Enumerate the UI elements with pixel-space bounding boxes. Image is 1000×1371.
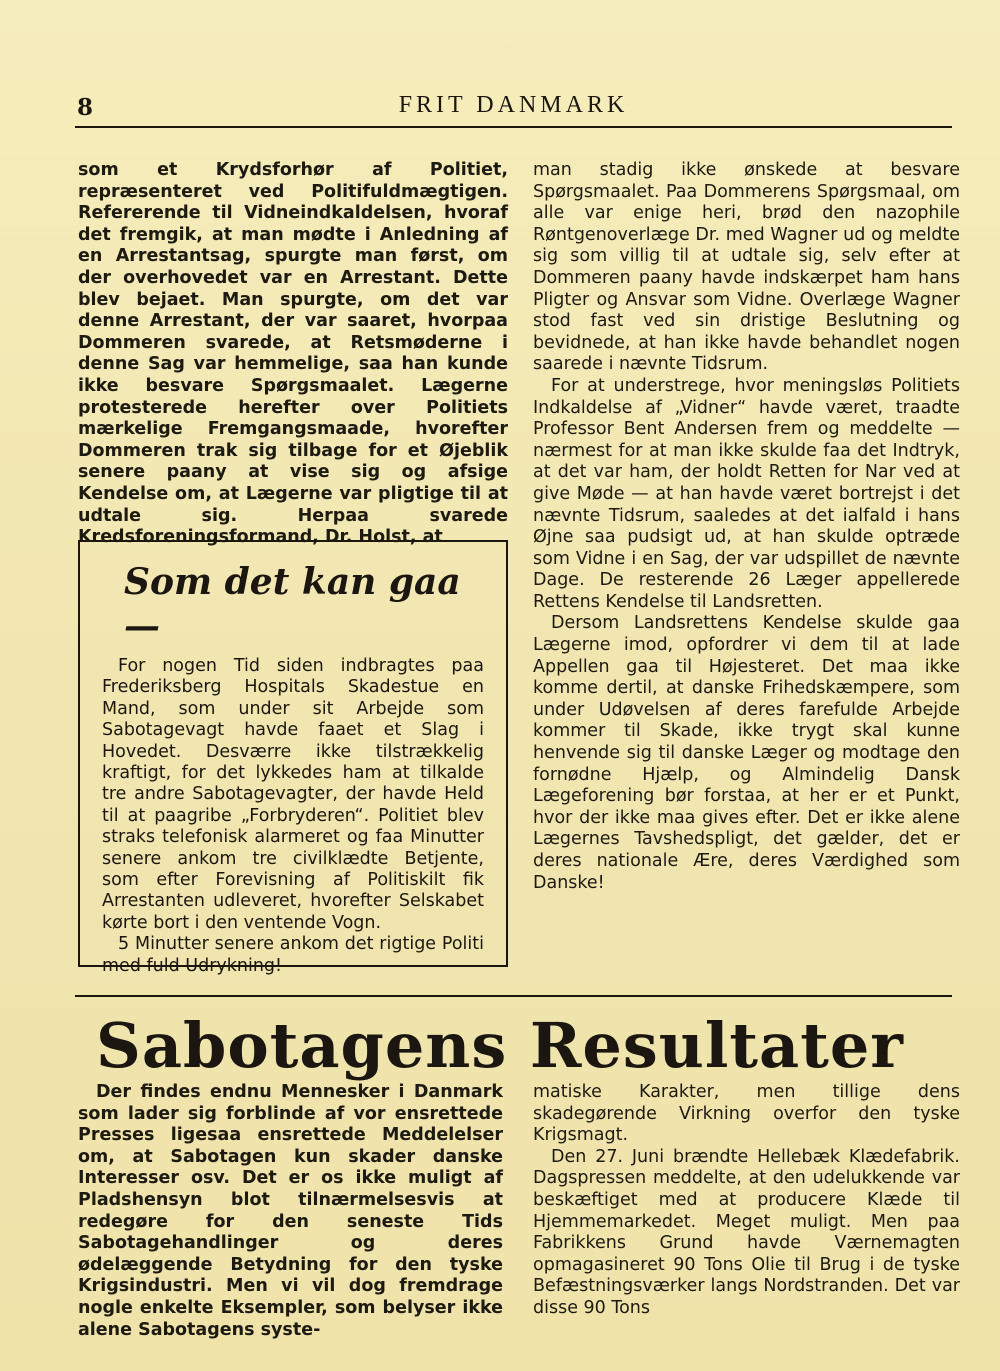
article-paragraph: som et Krydsforhør af Politiet, repræsenteret ved Politifuldmægtigen. Refererende til Vidneindkaldelsen, hvoraf det fremgik, at man mødte i Anledning af en Arrestantsag, spurgte man først, om der overhovedet var en Arrestant. Dette blev bejaet. Man spurgte, om det var denne Arrestant, der var saaret, hvorpaa Dommeren svarede, at Retsmøderne i denne Sag var hemmelige, saa han kunde ikke besvare Spørgsmaalet. Lægerne protesterede herefter over Politiets mærkelige Fremgangsmaade, hvorefter Dommeren trak sig tilbage for et Øjeblik senere paany at vise sig og afsige Kendelse om, at Lægerne var pligtige til at udtale sig. Herpaa svarede Kredsforeningsformand, Dr. Holst, at bbox=[78, 160, 508, 548]
boxed-story-title: Som det kan gaa — bbox=[124, 561, 461, 647]
boxed-story-paragraph: 5 Minutter senere ankom det rigtige Politi med fuld Udrykning! bbox=[102, 934, 484, 976]
article-paragraph: matiske Karakter, men tillige dens skadegørende Virkning overfor den tyske Krigsmagt. bbox=[533, 1082, 960, 1146]
boxed-story bbox=[78, 540, 508, 976]
boxed-story-paragraph: For nogen Tid siden indbragtes paa Frederiksberg Hospitals Skadestue en Mand, som under sit Arbejde som Sabotagevagt havde faaet et Slag i Hovedet. Desværre ikke tilstrækkelig kraftigt, for det lykkedes ham at tilkalde tre andre Sabotagevagter, der havde Held til at paagribe „Forbryderen“. Politiet blev straks telefonisk alarmeret og faa Minutter senere ankom tre civilklædte Betjente, som efter Forevisning af Politiskilt fik Arrestanten udleveret, hvorefter Selskabet kørte bort i den ventende Vogn. bbox=[102, 656, 484, 933]
article-column-left-top bbox=[78, 160, 508, 549]
article-paragraph: Der findes endnu Mennesker i Danmark som lader sig forblinde af vor ensrettede Presses ligesaa ensrettede Meddelelser om, at Sabotagen kun skader danske Interesser osv. Det er os ikke muligt af Pladshensyn blot tilnærmelsesvis at redegøre for den seneste Tids Sabotagehandlinger og deres ødelæggende Betydning for den tyske Krigsindustri. Men vi vil dog fremdrage nogle enkelte Eksempler, som belyser ikke alene Sabotagens syste- bbox=[78, 1082, 503, 1340]
article-paragraph: For at understrege, hvor meningsløs Politiets Indkaldelse af „Vidner“ havde været, traadte Professor Bent Andersen frem og meddelte — nærmest for at man ikke skulde faa det Indtryk, at det var ham, der holdt Retten for Nar ved at give Møde — at han havde været bortrejst i det nævnte Tidsrum, saaledes at det ialfald i hans Øjne saa pudsigt ud, at han skulde optræde som Vidne i en Sag, der var udspillet de nævnte Dage. De resterende 26 Læger appellerede Rettens Kendelse til Landsretten. bbox=[533, 375, 960, 612]
article-paragraph: man stadig ikke ønskede at besvare Spørgsmaalet. Paa Dommerens Spørgsmaal, om alle var enige heri, brød den nazophile Røntgenoverlæge Dr. med Wagner ud og meldte sig som villig til at udtale sig, selv efter at Dommeren paany havde indskærpet ham hans Pligter og Ansvar som Vidne. Overlæge Wagner stod fast ved sin dristige Beslutning og bevidnede, at han ikke havde behandlet nogen saarede i nævnte Tidsrum. bbox=[533, 160, 960, 375]
section-headline: Sabotagens Resultater bbox=[96, 1009, 904, 1082]
masthead: FRIT DANMARK bbox=[398, 92, 629, 118]
header-rule bbox=[75, 126, 952, 128]
section-rule bbox=[75, 995, 952, 997]
article-paragraph: Den 27. Juni brændte Hellebæk Klædefabrik. Dagspressen meddelte, at den udelukkende var beskæftiget med at producere Klæde til Hjemmemarkedet. Meget muligt. Men paa Fabrikkens Grund havde Værnemagten opmagasineret 90 Tons Olie til Brug i de tyske Befæstningsværker langs Nordstranden. Det var disse 90 Tons bbox=[533, 1146, 960, 1318]
page-header bbox=[75, 92, 952, 128]
boxed-story-body bbox=[102, 656, 484, 977]
article-paragraph: Dersom Landsrettens Kendelse skulde gaa Lægerne imod, opfordrer vi dem til at lade Appellen gaa til Højesteret. Det maa ikke komme dertil, at danske Frihedskæmpere, som under Udøvelsen af deres farefulde Arbejde kommer til Skade, ikke trygt skal kunne henvende sig til danske Læger og modtage den fornødne Hjælp, og Almindelig Dansk Lægeforening bør forstaa, at her er et Punkt, hvor der ikke maa gives efter. Det er ikke alene Lægernes Tavshedspligt, det gælder, det er deres nationale Ære, deres Værdighed som Danske! bbox=[533, 613, 960, 893]
article-column-right-top bbox=[533, 160, 960, 894]
page-number: 8 bbox=[77, 94, 94, 121]
article-column-left-bottom bbox=[78, 1082, 503, 1341]
article-column-right-bottom bbox=[533, 1082, 960, 1320]
